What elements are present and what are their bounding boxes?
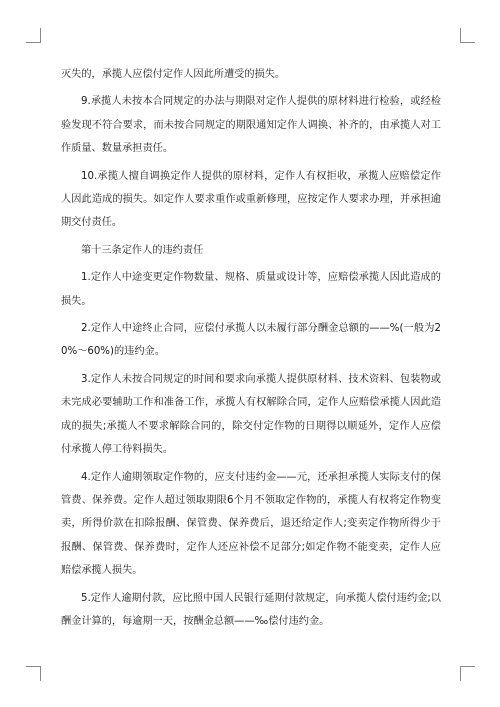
paragraph-item-9: 9.承揽人未按本合同规定的办法与期限对定作人提供的原材料进行检验，或经检验发现不符合要求，而未按合同规定的期限通知定作人调换、补齐的，由承揽人对工作质量、数量承担责任。 [61, 96, 441, 155]
crop-mark-top-left [26, 28, 41, 43]
crop-mark-bottom-left [26, 666, 41, 681]
paragraph-continuation: 灭失的，承揽人应偿付定作人因此所遭受的损失。 [61, 69, 286, 80]
paragraph-item-5: 5.定作人逾期付款，应比照中国人民银行延期付款规定，向承揽人偿付违约金;以酬金计算的，每逾期一天，按酬金总额——‰偿付违约金。 [61, 592, 441, 627]
crop-mark-bottom-right [460, 666, 475, 681]
paragraph-item-4: 4.定作人逾期领取定作物的，应支付违约金——元，还承担承揽人实际支付的保管费、保养费。定作人超过领取期限6个月不领取定作物的，承揽人有权将定作物变卖，所得价款在扣除报酬、保管费、保养费后，退还给定作人;变卖定作物所得少于报酬、保管费、保养费时，定作人还应补偿不足部分;如定作物不能变卖，定作人应赔偿承揽人损失。 [61, 471, 441, 577]
paragraph-item-10: 10.承揽人擅自调换定作人提供的原材料，定作人有权拒收，承揽人应赔偿定作人因此造成的损失。如定作人要求重作或重新修理，应按定作人要求办理，并承担逾期交付责任。 [61, 170, 441, 229]
crop-mark-top-right [460, 28, 475, 43]
section-heading-article-13: 第十三条定作人的违约责任 [81, 244, 204, 256]
paragraph-item-2: 2.定作人中途终止合同，应偿付承揽人以未履行部分酬金总额的——%(一般为20%～60%)的违约金。 [61, 323, 441, 358]
paragraph-item-3: 3.定作人未按合同规定的时间和要求向承揽人提供原材料、技术资料、包装物或未完成必要辅助工作和准备工作，承揽人有权解除合同，定作人应赔偿承揽人因此造成的损失;承揽人不要求解除合同的，除交付定作物的日期得以顺延外，定作人应偿付承揽人停工待料损失。 [61, 373, 441, 456]
document-body [61, 63, 441, 637]
paragraph-item-1: 1.定作人中途变更定作物数量、规格、质量或设计等，应赔偿承揽人因此造成的损失。 [61, 272, 441, 307]
